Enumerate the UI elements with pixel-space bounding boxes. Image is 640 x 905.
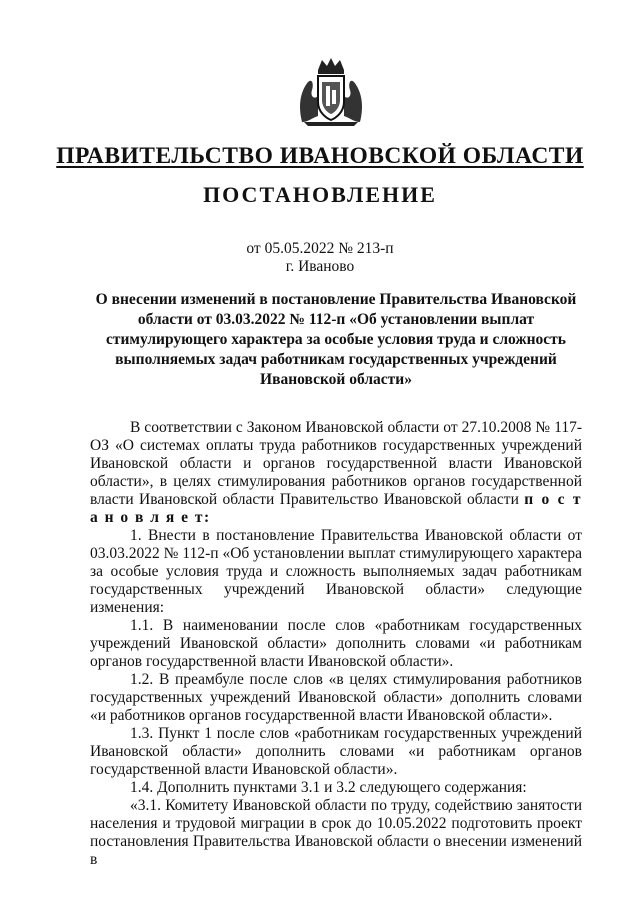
paragraph-1-3: 1.3. Пункт 1 после слов «работникам государственных учреждений Ивановской области» дополнить словами «и работникам органов государственной власти Ивановской области».: [90, 725, 582, 778]
organization-name: ПРАВИТЕЛЬСТВО ИВАНОВСКОЙ ОБЛАСТИ: [56, 143, 584, 169]
document-body: [90, 419, 582, 869]
paragraph-3-1: «3.1. Комитету Ивановской области по труду, содействию занятости населения и трудовой миграции в срок до 10.05.2022 подготовить проект постановления Правительства Ивановской области о внесении изменений в: [90, 797, 582, 868]
preamble-paragraph: [90, 419, 582, 527]
date-number-block: [0, 240, 640, 276]
paragraph-1-4: 1.4. Дополнить пунктами 3.1 и 3.2 следующего содержания:: [130, 779, 527, 796]
paragraph-1-2: 1.2. В преамбуле после слов «в целях стимулирования работников государственных учреждений Ивановской области» дополнить словами «и работников органов государственной власти Ивановской области».: [90, 671, 582, 724]
coat-of-arms-icon: [296, 56, 366, 128]
preamble-text: В соответствии с Законом Ивановской области от 27.10.2008 № 117-ОЗ «О системах оплаты труда работников государственных учреждений Ивановской области и органов государственной власти Ивановской области», в целях стимулирования работников органов государственной власти Ивановской области Правительство Ивановской области: [90, 419, 582, 508]
date-and-number: от 05.05.2022 № 213-п: [246, 240, 394, 257]
city: г. Иваново: [285, 258, 355, 275]
document-title: О внесении изменений в постановление Правительства Ивановской области от 03.03.2022 № 112-п «Об установлении выплат стимулирующего характера за особые условия труда и сложность выполняемых задач работникам государственных учреждений Ивановской области»: [95, 291, 577, 388]
paragraph-1-1: 1.1. В наименовании после слов «работникам государственных учреждений Ивановской области» дополнить словами «и работникам органов государственной власти Ивановской области».: [90, 617, 582, 670]
document-type: ПОСТАНОВЛЕНИЕ: [203, 182, 437, 207]
resolves-word: п о с т а н о в л я е т:: [90, 491, 582, 526]
paragraph-1: 1. Внести в постановление Правительства Ивановской области от 03.03.2022 № 112-п «Об установлении выплат стимулирующего характера за особые условия труда и сложность выполняемых задач работникам государственных учреждений Ивановской области» следующие изменения:: [90, 527, 582, 616]
